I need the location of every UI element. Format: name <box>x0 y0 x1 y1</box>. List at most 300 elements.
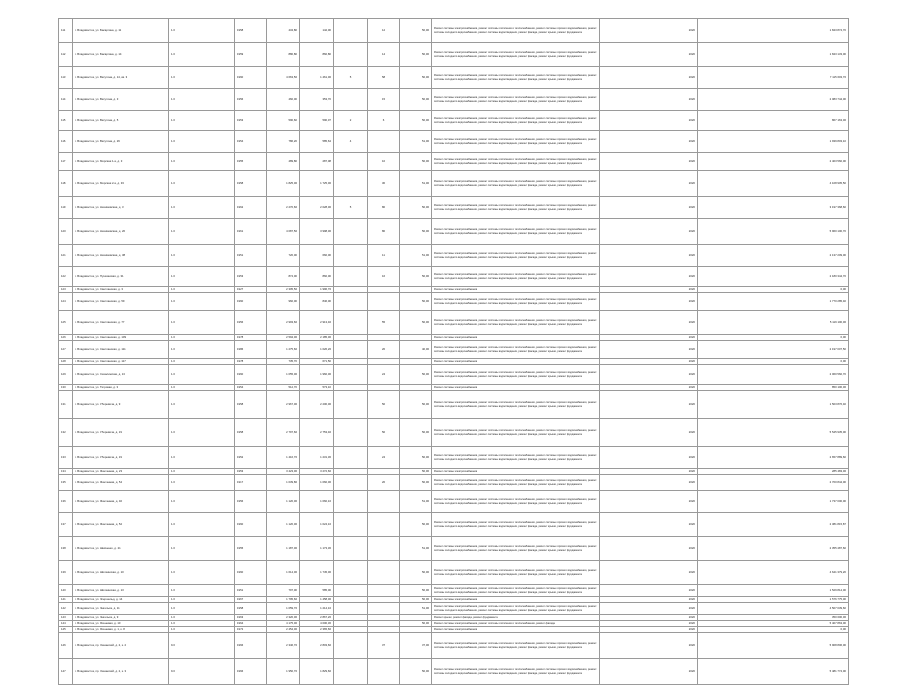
series-cell: 1.0 <box>169 627 235 633</box>
works-cell: Ремонт системы электроснабжения, ремонт системы отопления и теплоснабжения, ремонт системы горячего водоснабжения, ремонт системы холодного водоснабжения, ремонт системы водоотведения, ремонт фасада, ремонт крыши, ремонт фундамента <box>432 603 600 615</box>
year-cell: 1958 <box>235 603 267 615</box>
count-a-cell: 2 <box>334 111 368 131</box>
year-planned-cell: 2020 <box>600 311 698 335</box>
address-cell: г. Владивосток, ул. Сахалинская, д. 13 <box>73 365 169 385</box>
works-cell: Ремонт системы электроснабжения, ремонт системы отопления и теплоснабжения, ремонт системы горячего водоснабжения, ремонт системы холодного водоснабжения, ремонт системы водоотведения, ремонт фасада, ремонт крыши, ремонт фундамента <box>432 419 600 447</box>
living-area-cell: 1 996,70 <box>300 287 334 293</box>
year-planned-cell: 2020 <box>600 603 698 615</box>
living-area-cell: 2 867,20 <box>300 615 334 621</box>
address-cell: г. Владивосток, ул. Фонтанная, д. 23 <box>73 469 169 475</box>
works-cell: Ремонт системы электроснабжения <box>432 335 600 341</box>
table-row <box>59 67 849 89</box>
cost-cell: 2 403 560,00 <box>698 153 849 171</box>
table-row <box>59 219 849 245</box>
percent-cell: 50,00 <box>400 267 432 287</box>
count-a-cell <box>334 585 368 597</box>
count-b-cell: 24 <box>368 447 400 469</box>
series-cell: 1.0 <box>169 621 235 627</box>
living-area-cell: 1 026,20 <box>300 341 334 359</box>
cost-cell: 4 641 379,20 <box>698 561 849 585</box>
table-row <box>59 561 849 585</box>
total-area-cell: 960,00 <box>267 293 300 311</box>
year-planned-cell: 2020 <box>600 597 698 603</box>
year-cell: 1927 <box>235 287 267 293</box>
address-cell: г. Владивосток, ул. Светланская, д. 117 <box>73 359 169 365</box>
percent-cell: 50,00 <box>400 419 432 447</box>
cost-cell: 1 843 133,00 <box>698 43 849 67</box>
year-cell: 1972 <box>235 627 267 633</box>
year-planned-cell: 2020 <box>600 585 698 597</box>
row-number: 128 <box>59 359 73 365</box>
table-row <box>59 341 849 359</box>
row-number: 125 <box>59 311 73 335</box>
table-row <box>59 293 849 311</box>
table-row <box>59 491 849 513</box>
living-area-cell: 287,08 <box>300 153 334 171</box>
works-cell: Ремонт системы электроснабжения, ремонт системы отопления и теплоснабжения, ремонт системы горячего водоснабжения, ремонт системы холодного водоснабжения, ремонт системы водоотведения, ремонт фасада, ремонт крыши, ремонт фундамента <box>432 245 600 267</box>
address-cell: г. Владивосток, ул. Уборевича, д. 19 <box>73 447 169 469</box>
year-planned-cell: 2020 <box>600 43 698 67</box>
percent-cell: 50,00 <box>400 513 432 537</box>
total-area-cell: 1 825,00 <box>267 171 300 197</box>
year-planned-cell: 2020 <box>600 197 698 219</box>
row-number: 142 <box>59 603 73 615</box>
row-number: 134 <box>59 469 73 475</box>
row-number: 140 <box>59 585 73 597</box>
total-area-cell: 786,20 <box>267 131 300 153</box>
row-number: 114 <box>59 89 73 111</box>
works-cell: Ремонт системы электроснабжения, ремонт системы отопления и теплоснабжения, ремонт системы горячего водоснабжения, ремонт системы холодного водоснабжения, ремонт системы водоотведения, ремонт фасада, ремонт крыши, ремонт фундамента <box>432 659 600 685</box>
row-number: 111 <box>59 19 73 43</box>
cost-cell: 2 083 744,00 <box>698 89 849 111</box>
living-area-cell: 2 803,60 <box>300 633 334 659</box>
year-cell: 1966 <box>235 633 267 659</box>
works-cell: Ремонт системы электроснабжения <box>432 469 600 475</box>
address-cell: г. Владивосток, ул. Уборевича, д. 9 <box>73 391 169 419</box>
series-cell: 1.0 <box>169 365 235 385</box>
year-cell: 1952 <box>235 447 267 469</box>
row-number: 116 <box>59 131 73 153</box>
cost-cell: 5 545 935,00 <box>698 419 849 447</box>
works-cell: Ремонт системы электроснабжения, ремонт системы отопления и теплоснабжения, ремонт системы горячего водоснабжения, ремонт системы холодного водоснабжения, ремонт системы водоотведения, ремонт фасада, ремонт крыши, ремонт фундамента <box>432 513 600 537</box>
count-a-cell <box>334 633 368 659</box>
living-area-cell: 142,00 <box>300 19 334 43</box>
cost-cell: 1 770 285,40 <box>698 293 849 311</box>
living-area-cell: 3 998,00 <box>300 219 334 245</box>
count-a-cell <box>334 365 368 385</box>
address-cell: г. Владивосток, пр. Океанский, д. 2, к. 2 <box>73 633 169 659</box>
year-planned-cell: 2020 <box>600 335 698 341</box>
row-number: 124 <box>59 293 73 311</box>
year-cell: 1954 <box>235 131 267 153</box>
address-cell: г. Владивосток, ул. Ясеневая, д. 1, к. 8 <box>73 627 169 633</box>
cost-cell: 2 700 844,00 <box>698 475 849 491</box>
year-planned-cell: 2020 <box>600 475 698 491</box>
year-planned-cell: 2020 <box>600 131 698 153</box>
works-cell: Ремонт системы электроснабжения, ремонт системы отопления и теплоснабжения, ремонт системы горячего водоснабжения, ремонт системы холодного водоснабжения, ремонт системы водоотведения, ремонт фасада, ремонт крыши, ремонт фундамента <box>432 633 600 659</box>
works-cell: Ремонт системы электроснабжения, ремонт системы отопления и теплоснабжения, ремонт системы горячего водоснабжения, ремонт системы холодного водоснабжения, ремонт системы водоотведения, ремонт фасада, ремонт крыши, ремонт фундамента <box>432 447 600 469</box>
cost-cell: 350 000,00 <box>698 615 849 621</box>
works-cell: Ремонт системы электроснабжения, ремонт системы отопления и теплоснабжения, ремонт системы горячего водоснабжения, ремонт системы холодного водоснабжения, ремонт системы водоотведения, ремонт фасада, ремонт крыши, ремонт фундамента <box>432 89 600 111</box>
living-area-cell: 2 200,00 <box>300 391 334 419</box>
works-cell: Ремонт системы электроснабжения, ремонт системы отопления и теплоснабжения, ремонт системы горячего водоснабжения, ремонт системы холодного водоснабжения, ремонт системы водоотведения, ремонт фасада, ремонт крыши, ремонт фундамента <box>432 267 600 287</box>
works-cell: Ремонт системы электроснабжения, ремонт системы отопления и теплоснабжения, ремонт системы горячего водоснабжения, ремонт системы холодного водоснабжения, ремонт системы водоотведения, ремонт фасада, ремонт крыши, ремонт фундамента <box>432 311 600 335</box>
year-planned-cell: 2020 <box>600 633 698 659</box>
total-area-cell: 735,70 <box>267 359 300 365</box>
table-row <box>59 153 849 171</box>
year-planned-cell: 2020 <box>600 621 698 627</box>
year-planned-cell: 2020 <box>600 359 698 365</box>
percent-cell: 51,00 <box>400 491 432 513</box>
row-number: 118 <box>59 171 73 197</box>
year-cell: 1955 <box>235 537 267 561</box>
year-cell: 1958 <box>235 419 267 447</box>
table-row <box>59 43 849 67</box>
works-cell: Ремонт системы электроснабжения, ремонт системы отопления и теплоснабжения, ремонт системы горячего водоснабжения, ремонт системы холодного водоснабжения, ремонт системы водоотведения, ремонт фасада, ремонт крыши, ремонт фундамента <box>432 197 600 219</box>
table-row <box>59 659 849 685</box>
percent-cell: 50,00 <box>400 293 432 311</box>
cost-cell: 850 100,00 <box>698 385 849 391</box>
row-number: 137 <box>59 513 73 537</box>
works-cell: Ремонт системы электроснабжения, ремонт системы отопления и теплоснабжения, ремонт системы горячего водоснабжения, ремонт системы холодного водоснабжения, ремонт системы водоотведения, ремонт фасада, ремонт крыши, ремонт фундамента <box>432 391 600 419</box>
count-b-cell: 15 <box>368 89 400 111</box>
year-planned-cell: 2020 <box>600 67 698 89</box>
total-area-cell: 1 055,00 <box>267 365 300 385</box>
count-b-cell: 50 <box>368 419 400 447</box>
address-cell: г. Владивосток, ул. Басаргина, д. 11 <box>73 19 169 43</box>
row-number: 112 <box>59 43 73 67</box>
total-area-cell: 2 993,60 <box>267 311 300 335</box>
count-a-cell <box>334 311 368 335</box>
table-row <box>59 197 849 219</box>
series-cell: 1.0 <box>169 171 235 197</box>
percent-cell: 50,00 <box>400 597 432 603</box>
row-number: 129 <box>59 365 73 385</box>
works-cell: Ремонт системы электроснабжения, ремонт системы отопления и теплоснабжения, ремонт системы горячего водоснабжения, ремонт системы холодного водоснабжения, ремонт системы водоотведения, ремонт фасада, ремонт крыши, ремонт фундамента <box>432 293 600 311</box>
count-b-cell: 6 <box>368 111 400 131</box>
living-area-cell: 1 060,00 <box>300 475 334 491</box>
percent-cell: 50,00 <box>400 447 432 469</box>
cost-cell: 5 960 100,70 <box>698 219 849 245</box>
total-area-cell: 4 175,00 <box>267 621 300 627</box>
total-area-cell: 1 120,00 <box>267 513 300 537</box>
address-cell: г. Владивосток, ул. Энгельса, д. 9 <box>73 615 169 621</box>
percent-cell: 50,00 <box>400 19 432 43</box>
table-row <box>59 419 849 447</box>
cost-cell: 1 529 814,00 <box>698 585 849 597</box>
year-planned-cell: 2020 <box>600 469 698 475</box>
table-row <box>59 19 849 43</box>
cost-cell: 7 115 603,70 <box>698 67 849 89</box>
address-cell: г. Владивосток, ул. Ватутина, д. 26 <box>73 131 169 153</box>
living-area-cell: 353,70 <box>300 89 334 111</box>
total-area-cell: 1 120,00 <box>267 491 300 513</box>
address-cell: г. Владивосток, ул. Ватутина, д. 5 <box>73 111 169 131</box>
year-planned-cell: 2020 <box>600 491 698 513</box>
table-row <box>59 447 849 469</box>
table-row <box>59 513 849 537</box>
works-cell: Ремонт системы электроснабжения, ремонт системы отопления и теплоснабжения, ремонт системы горячего водоснабжения, ремонт системы холодного водоснабжения, ремонт системы водоотведения, ремонт фасада, ремонт крыши, ремонт фундамента <box>432 111 600 131</box>
address-cell: г. Владивосток, ул. Шевченко, д. 21 <box>73 537 169 561</box>
year-planned-cell: 2020 <box>600 171 698 197</box>
works-cell: Ремонт системы электроснабжения, ремонт системы отопления и теплоснабжения, ремонт системы горячего водоснабжения, ремонт системы холодного водоснабжения, ремонт системы водоотведения, ремонт фасада, ремонт крыши, ремонт фундамента <box>432 561 600 585</box>
count-a-cell <box>334 153 368 171</box>
count-b-cell: 80 <box>368 219 400 245</box>
count-b-cell: 14 <box>368 43 400 67</box>
year-planned-cell: 2020 <box>600 391 698 419</box>
works-cell: Ремонт системы электроснабжения, ремонт системы отопления и теплоснабжения, ремонт системы горячего водоснабжения, ремонт системы холодного водоснабжения, ремонт системы водоотведения, ремонт фасада, ремонт крыши, ремонт фундамента <box>432 585 600 597</box>
address-cell: г. Владивосток, ул. Нахимовская, д. 3 <box>73 197 169 219</box>
works-cell: Ремонт системы электроснабжения, ремонт системы отопления и теплоснабжения, ремонт системы горячего водоснабжения, ремонт системы холодного водоснабжения, ремонт системы водоотведения, ремонт фасада, ремонт крыши, ремонт фундамента <box>432 43 600 67</box>
table-row <box>59 131 849 153</box>
row-number: 113 <box>59 67 73 89</box>
count-b-cell: 12 <box>368 19 400 43</box>
percent-cell: 50,00 <box>400 89 432 111</box>
year-planned-cell: 2020 <box>600 89 698 111</box>
table-row <box>59 311 849 335</box>
series-cell: 1.0 <box>169 335 235 341</box>
address-cell: г. Владивосток, ул. Светланская, д. 59 <box>73 293 169 311</box>
year-cell: 1962 <box>235 197 267 219</box>
total-area-cell: 2 797,60 <box>267 419 300 447</box>
count-b-cell <box>368 603 400 615</box>
count-a-cell: 4 <box>334 131 368 153</box>
address-cell: г. Владивосток, ул. Светланская, д. 77 <box>73 311 169 335</box>
series-cell: 1.0 <box>169 491 235 513</box>
series-cell: 1.0 <box>169 561 235 585</box>
cost-cell: 2 060 560,70 <box>698 365 849 385</box>
year-planned-cell: 2020 <box>600 537 698 561</box>
cost-cell: 0,00 <box>698 627 849 633</box>
total-area-cell: 489,80 <box>267 153 300 171</box>
works-cell: Ремонт системы электроснабжения, ремонт системы отопления и теплоснабжения, ремонт системы горячего водоснабжения, ремонт системы холодного водоснабжения, ремонт системы водоотведения, ремонт фасада, ремонт крыши, ремонт фундамента <box>432 475 600 491</box>
living-area-cell: 1 461,00 <box>300 67 334 89</box>
total-area-cell: 2 346,70 <box>267 633 300 659</box>
cost-cell: 5 119 100,00 <box>698 311 849 335</box>
percent-cell: 51,00 <box>400 245 432 267</box>
year-cell: 1953 <box>235 111 267 131</box>
total-area-cell: 590,60 <box>267 111 300 131</box>
row-number: 135 <box>59 475 73 491</box>
row-number: 117 <box>59 153 73 171</box>
series-cell: 1.0 <box>169 89 235 111</box>
year-cell: 1954 <box>235 385 267 391</box>
count-a-cell: 5 <box>334 197 368 219</box>
count-a-cell <box>334 89 368 111</box>
total-area-cell: 512,70 <box>267 385 300 391</box>
cost-cell: 1 576 775,00 <box>698 597 849 603</box>
living-area-cell: 860,00 <box>300 267 334 287</box>
row-number: 126 <box>59 335 73 341</box>
row-number: 131 <box>59 391 73 419</box>
count-b-cell <box>368 561 400 585</box>
living-area-cell: 2 028,00 <box>300 197 334 219</box>
percent-cell: 50,00 <box>400 197 432 219</box>
count-b-cell: 24 <box>368 365 400 385</box>
row-number: 127 <box>59 341 73 359</box>
percent-cell: 50,00 <box>400 659 432 685</box>
total-area-cell: 4 663,50 <box>267 67 300 89</box>
year-planned-cell: 2020 <box>600 419 698 447</box>
address-cell: г. Владивосток, ул. Шилкинская, д. 10 <box>73 561 169 585</box>
percent-cell: 50,00 <box>400 219 432 245</box>
year-planned-cell: 2020 <box>600 267 698 287</box>
row-number: 119 <box>59 197 73 219</box>
total-area-cell: 1 059,70 <box>267 603 300 615</box>
year-planned-cell: 2020 <box>600 341 698 359</box>
year-planned-cell: 2020 <box>600 111 698 131</box>
year-cell: 1960 <box>235 293 267 311</box>
percent-cell: 51,00 <box>400 171 432 197</box>
series-cell: 1.0 <box>169 153 235 171</box>
total-area-cell: 2 305,50 <box>267 287 300 293</box>
series-cell: 1.0 <box>169 267 235 287</box>
total-area-cell: 797,00 <box>267 585 300 597</box>
count-b-cell <box>368 491 400 513</box>
row-number: 146 <box>59 633 73 659</box>
total-area-cell: 720,00 <box>267 245 300 267</box>
year-planned-cell: 2020 <box>600 561 698 585</box>
works-cell: Ремонт системы электроснабжения, ремонт системы отопления и теплоснабжения, ремонт системы горячего водоснабжения, ремонт системы холодного водоснабжения, ремонт системы водоотведения, ремонт фасада, ремонт крыши, ремонт фундамента <box>432 131 600 153</box>
total-area-cell: 2 270,60 <box>267 197 300 219</box>
series-cell: 1.0 <box>169 615 235 621</box>
living-area-cell: 1 060,10 <box>300 491 334 513</box>
living-area-cell: 1 231,30 <box>300 447 334 469</box>
total-area-cell: 1 950,70 <box>267 659 300 685</box>
year-cell: 1955 <box>235 153 267 171</box>
table-body <box>59 19 849 685</box>
year-cell: 1966 <box>235 659 267 685</box>
living-area-cell: 671,50 <box>300 359 334 365</box>
table-row <box>59 365 849 385</box>
year-planned-cell: 2020 <box>600 513 698 537</box>
works-cell: Ремонт крыши, ремонт фасада, ремонт фундамента <box>432 615 600 621</box>
percent-cell: 50,00 <box>400 365 432 385</box>
total-area-cell: 880,80 <box>267 43 300 67</box>
living-area-cell: 590,07 <box>300 111 334 131</box>
percent-cell: 50,00 <box>400 153 432 171</box>
cost-cell: 2 180 344,70 <box>698 267 849 287</box>
count-a-cell <box>334 537 368 561</box>
year-cell: 1960 <box>235 67 267 89</box>
count-b-cell: 55 <box>368 311 400 335</box>
living-area-cell: 1 829,60 <box>300 659 334 685</box>
living-area-cell: 660,00 <box>300 245 334 267</box>
total-area-cell: 1 416,70 <box>267 447 300 469</box>
count-b-cell <box>368 537 400 561</box>
total-area-cell: 1 187,00 <box>267 537 300 561</box>
count-a-cell <box>334 659 368 685</box>
year-cell: 1953 <box>235 469 267 475</box>
living-area-cell: 585,64 <box>300 131 334 153</box>
count-b-cell: 80 <box>368 197 400 219</box>
row-number: 130 <box>59 385 73 391</box>
living-area-cell: 1 024,10 <box>300 513 334 537</box>
living-area-cell: 1 725,00 <box>300 171 334 197</box>
cost-cell: 867 163,00 <box>698 111 849 131</box>
living-area-cell: 1 458,00 <box>300 597 334 603</box>
count-b-cell: 20 <box>368 341 400 359</box>
series-cell: 1.0 <box>169 311 235 335</box>
cost-cell: 2 657 889,60 <box>698 447 849 469</box>
cost-cell: 2 381 815,87 <box>698 513 849 537</box>
count-a-cell <box>334 341 368 359</box>
percent-cell: 50,00 <box>400 561 432 585</box>
row-number: 122 <box>59 267 73 287</box>
row-number: 136 <box>59 491 73 513</box>
table-row <box>59 633 849 659</box>
address-cell: г. Владивосток, ул. Тигровая, д. 3 <box>73 385 169 391</box>
year-cell: 1964 <box>235 621 267 627</box>
address-cell: г. Владивосток, ул. Фонтанная, д. 54 <box>73 475 169 491</box>
count-b-cell <box>368 513 400 537</box>
row-number: 120 <box>59 219 73 245</box>
cost-cell: 2 137 209,00 <box>698 245 849 267</box>
total-area-cell: 2 967,00 <box>267 391 300 419</box>
count-a-cell <box>334 171 368 197</box>
count-b-cell: 37 <box>368 633 400 659</box>
address-cell: г. Владивосток, пр. Океанский, д. 2, к. 3 <box>73 659 169 685</box>
cost-cell: 285 483,00 <box>698 469 849 475</box>
count-a-cell <box>334 293 368 311</box>
living-area-cell: 4 000,30 <box>300 621 334 627</box>
year-cell: 1959 <box>235 43 267 67</box>
year-cell: 1956 <box>235 311 267 335</box>
works-cell: Ремонт системы электроснабжения, ремонт системы отопления и теплоснабжения, ремонт системы горячего водоснабжения, ремонт системы холодного водоснабжения, ремонт системы водоотведения, ремонт фасада, ремонт крыши, ремонт фундамента <box>432 67 600 89</box>
count-b-cell: 11 <box>368 245 400 267</box>
count-a-cell <box>334 491 368 513</box>
cost-cell: 0,00 <box>698 359 849 365</box>
percent-cell: 51,00 <box>400 131 432 153</box>
cost-cell: 2 355 487,60 <box>698 537 849 561</box>
total-area-cell: 434,80 <box>267 19 300 43</box>
year-cell: 1958 <box>235 391 267 419</box>
total-area-cell: 460,00 <box>267 89 300 111</box>
table-row <box>59 245 849 267</box>
year-cell: 1978 <box>235 359 267 365</box>
year-cell: 1917 <box>235 475 267 491</box>
series-cell: 1.0 <box>169 131 235 153</box>
series-cell: 1.0 <box>169 537 235 561</box>
year-planned-cell: 2020 <box>600 19 698 43</box>
address-cell: г. Владивосток, ул. Морская 2-я, д. 33 <box>73 171 169 197</box>
living-area-cell: 2 913,40 <box>300 311 334 335</box>
series-cell: 1.0 <box>169 341 235 359</box>
living-area-cell: 2 753,40 <box>300 419 334 447</box>
living-area-cell: 2 185,00 <box>300 335 334 341</box>
total-area-cell: 2 454,00 <box>267 627 300 633</box>
percent-cell: 51,00 <box>400 537 432 561</box>
living-area-cell: 1 745,00 <box>300 561 334 585</box>
series-cell: 1.0 <box>169 447 235 469</box>
year-planned-cell: 2020 <box>600 245 698 267</box>
row-number: 144 <box>59 621 73 627</box>
total-area-cell: 3 423,00 <box>267 469 300 475</box>
series-cell: 1.0 <box>169 359 235 365</box>
count-b-cell: 50 <box>368 391 400 419</box>
cost-cell: 5 481 774,00 <box>698 659 849 685</box>
count-b-cell: 30 <box>368 171 400 197</box>
series-cell: 1.0 <box>169 603 235 615</box>
series-cell: 1.0 <box>169 597 235 603</box>
works-cell: Ремонт системы электроснабжения <box>432 359 600 365</box>
year-planned-cell: 2020 <box>600 287 698 293</box>
count-a-cell <box>334 419 368 447</box>
address-cell: г. Владивосток, ул. Нахимовская, д. 20 <box>73 219 169 245</box>
cost-cell: 1 939 803,10 <box>698 131 849 153</box>
count-b-cell <box>368 659 400 685</box>
count-a-cell <box>334 43 368 67</box>
